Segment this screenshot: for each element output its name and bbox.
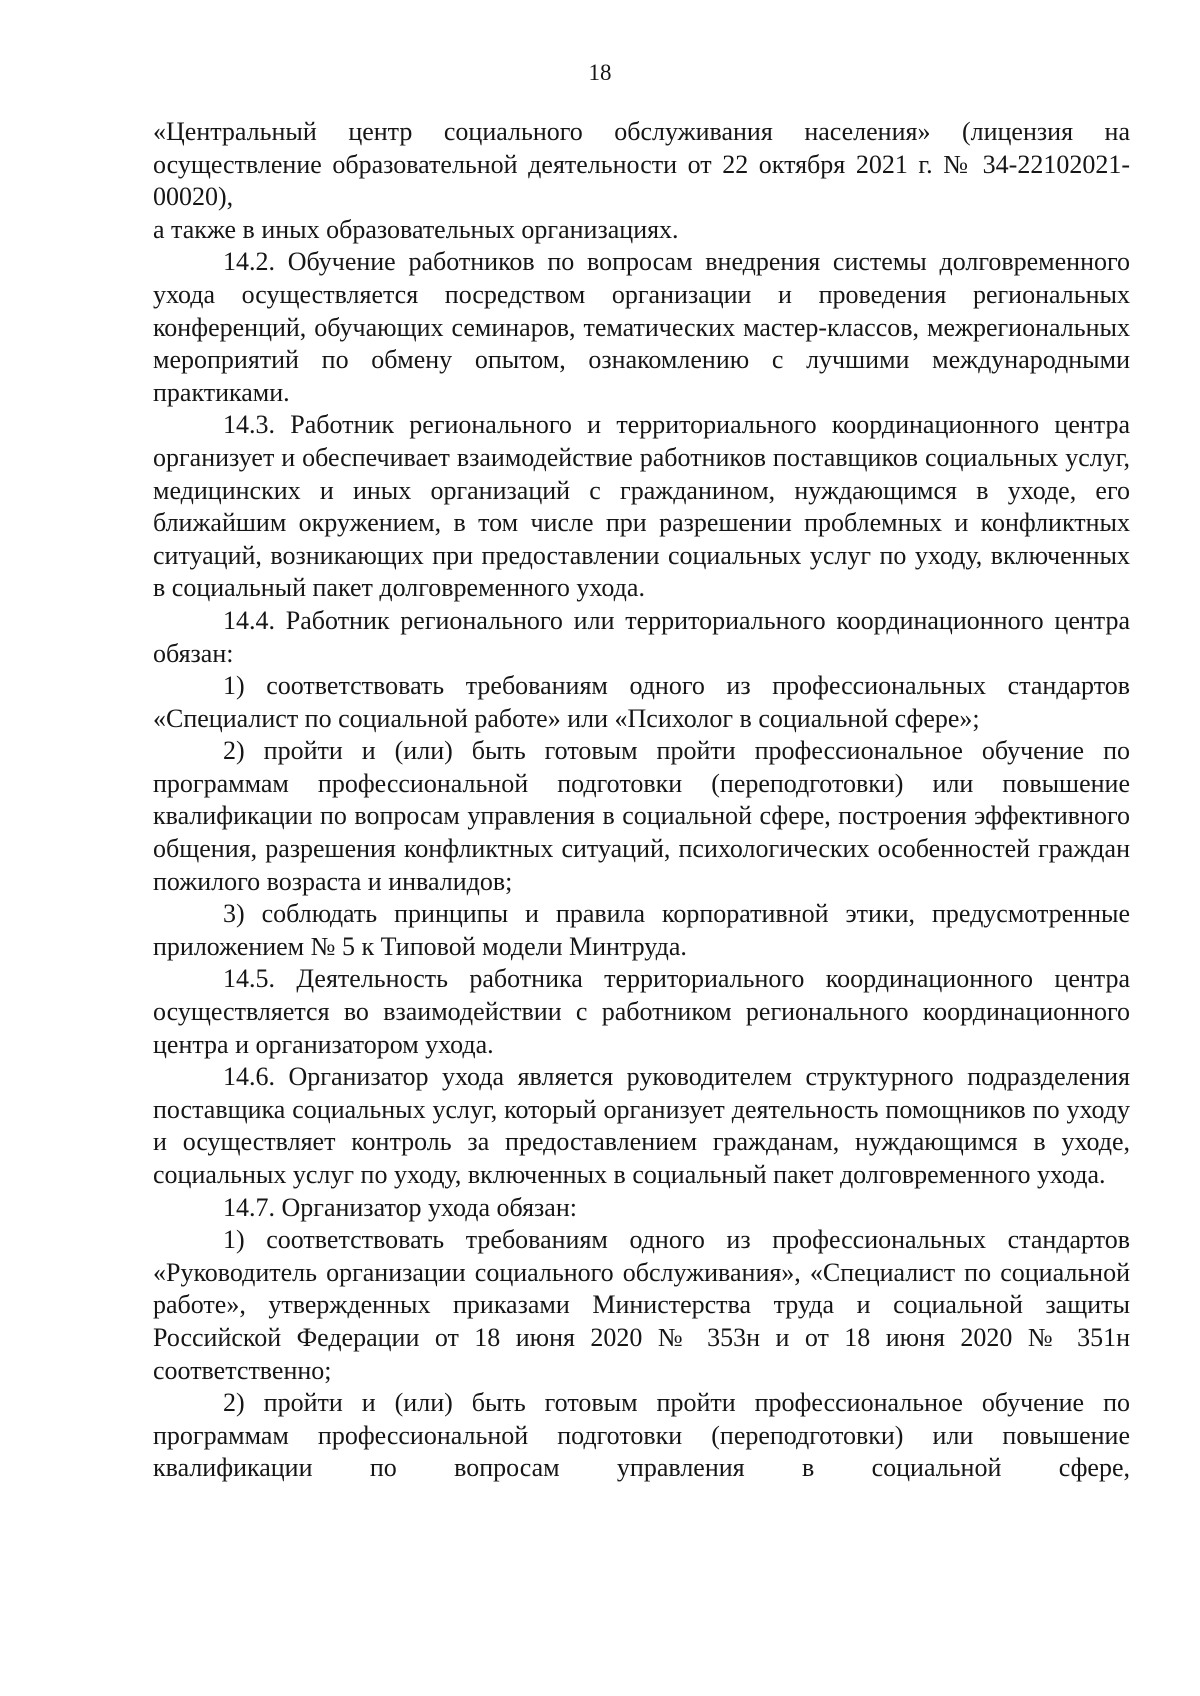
paragraph: 14.4. Работник регионального или территориального координационного центра обязан: xyxy=(153,605,1130,668)
paragraph: 14.2. Обучение работников по вопросам внедрения системы долговременного ухода осуществляется посредством организации и проведения региональных конференций, обучающих семинаров, тематических мастер-классов, межрегиональных мероприятий по обмену опытом, ознакомлению с лучшими международными практиками. xyxy=(153,247,1130,407)
paragraph: 14.5. Деятельность работника территориального координационного центра осуществляется во взаимодействии с работником регионального координационного центра и организатором ухода. xyxy=(153,964,1130,1059)
page-number: 18 xyxy=(588,60,612,85)
paragraph: 14.6. Организатор ухода является руководителем структурного подразделения поставщика социальных услуг, который организует деятельность помощников по уходу и осуществляет контроль за предоставлением гражданам, нуждающимся в уходе, социальных услуг по уходу, включенных в социальный пакет долговременного ухода. xyxy=(153,1062,1130,1189)
paragraph: 14.7. Организатор ухода обязан: xyxy=(223,1192,577,1222)
paragraph: 3) соблюдать принципы и правила корпоративной этики, предусмотренные приложением № 5 к Типовой модели Минтруда. xyxy=(153,899,1130,961)
paragraph: 2) пройти и (или) быть готовым пройти профессиональное обучение по программам профессиональной подготовки (переподготовки) или повышение квалификации по вопросам управления в социальной сфере, xyxy=(153,1388,1130,1483)
paragraph: 1) соответствовать требованиям одного из профессиональных стандартов «Руководитель организации социального обслуживания», «Специалист по социальной работе», утвержденных приказами Министерства труда и социальной защиты Российской Федерации от 18 июня 2020 № 353н и от 18 июня 2020 № 351н соответственно; xyxy=(153,1225,1130,1385)
document-body xyxy=(153,116,1130,1485)
paragraph: 1) соответствовать требованиям одного из профессиональных стандартов «Специалист по социальной работе» или «Психолог в социальной сфере»; xyxy=(153,671,1130,733)
paragraph: 14.3. Работник регионального и территориального координационного центра организует и обеспечивает взаимодействие работников поставщиков социальных услуг, медицинских и иных организаций с гражданином, нуждающимся в уходе, его ближайшим окружением, в том числе при разрешении проблемных и конфликтных ситуаций, возникающих при предоставлении социальных услуг по уходу, включенных в социальный пакет долговременного ухода. xyxy=(153,410,1130,603)
paragraph: «Центральный центр социального обслуживания населения» (лицензия на осуществление образовательной деятельности от 22 октября 2021 г. № 34-22102021-00020), xyxy=(153,117,1130,212)
paragraph: 2) пройти и (или) быть готовым пройти профессиональное обучение по программам профессиональной подготовки (переподготовки) или повышение квалификации по вопросам управления в социальной сфере, построения эффективного общения, разрешения конфликтных ситуаций, психологических особенностей граждан пожилого возраста и инвалидов; xyxy=(153,736,1130,896)
paragraph: а также в иных образовательных организациях. xyxy=(153,214,679,244)
